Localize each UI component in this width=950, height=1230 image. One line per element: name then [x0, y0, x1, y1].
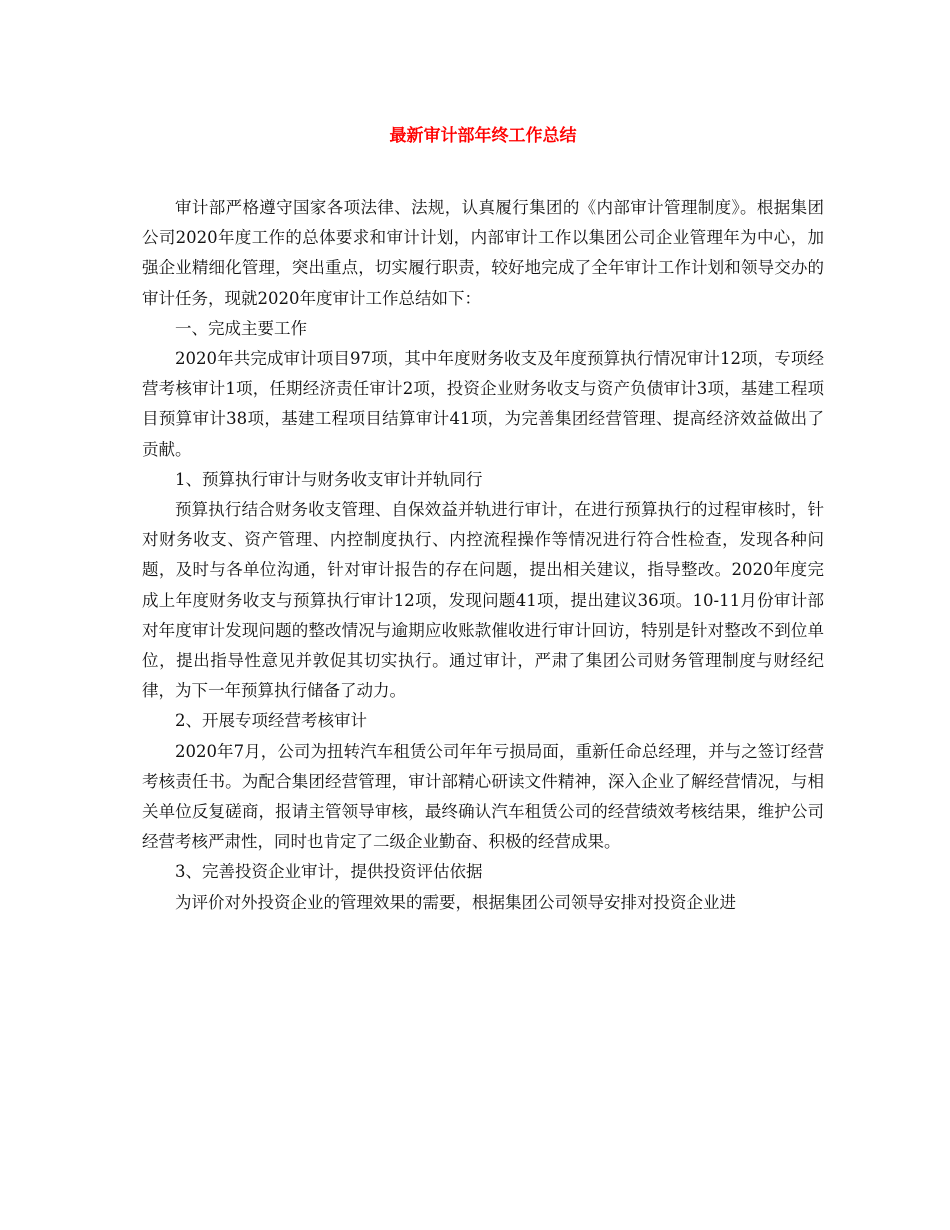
section-heading-main-work: 一、完成主要工作 [175, 318, 307, 338]
subheading-performance-audit: 2、开展专项经营考核审计 [175, 711, 367, 731]
paragraph-performance-audit: 2020年7月，公司为扭转汽车租赁公司年年亏损局面，重新任命总经理，并与之签订经营考核责任书。为配合集团经营管理，审计部精心研读文件精神，深入企业了解经营情况，与相关单位反复磋商，报请主管领导审核，最终确认汽车租赁公司的经营绩效考核结果，维护公司经营考核严肃性，同时也肯定了二级企业勤奋、积极的经营成果。 [142, 741, 824, 852]
document-body [142, 193, 824, 918]
paragraph-main-work: 2020年共完成审计项目97项，其中年度财务收支及年度预算执行情况审计12项，专项经营考核审计1项，任期经济责任审计2项，投资企业财务收支与资产负债审计3项，基建工程项目预算审计38项，基建工程项目结算审计41项，为完善集团经营管理、提高经济效益做出了贡献。 [142, 349, 824, 459]
paragraph-intro: 审计部严格遵守国家各项法律、法规，认真履行集团的《内部审计管理制度》。根据集团公司2020年度工作的总体要求和审计计划，内部审计工作以集团公司企业管理年为中心，加强企业精细化管理，突出重点，切实履行职责，较好地完成了全年审计工作计划和领导交办的审计任务，现就2020年度审计工作总结如下： [142, 198, 824, 308]
subheading-budget-audit: 1、预算执行审计与财务收支审计并轨同行 [175, 469, 483, 489]
paragraph-budget-audit: 预算执行结合财务收支管理、自保效益并轨进行审计，在进行预算执行的过程审核时，针对财务收支、资产管理、内控制度执行、内控流程操作等情况进行符合性检查，发现各种问题，及时与各单位沟通，针对审计报告的存在问题，提出相关建议，指导整改。2020年度完成上年度财务收支与预算执行审计12项，发现问题41项，提出建议36项。10-11月份审计部对年度审计发现问题的整改情况与逾期应收账款催收进行审计回访，特别是针对整改不到位单位，提出指导性意见并敦促其切实执行。通过审计，严肃了集团公司财务管理制度与财经纪律，为下一年预算执行储备了动力。 [142, 500, 824, 701]
subheading-investment-audit: 3、完善投资企业审计，提供投资评估依据 [175, 862, 483, 882]
paragraph-investment-audit: 为评价对外投资企业的管理效果的需要，根据集团公司领导安排对投资企业进 [175, 892, 736, 912]
document-title: 最新审计部年终工作总结 [389, 126, 577, 146]
